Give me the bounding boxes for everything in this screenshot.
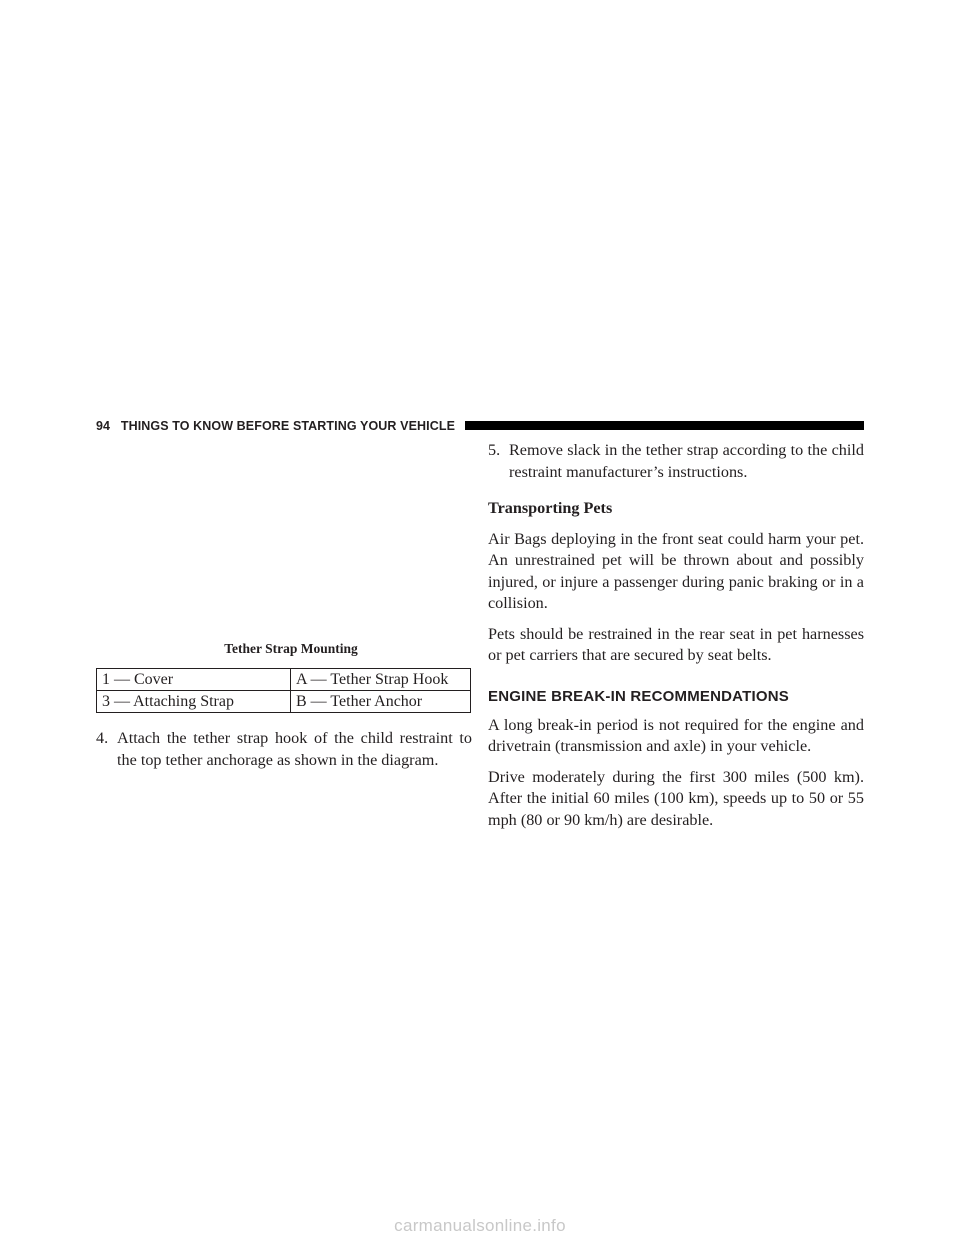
engine-break-in-heading: ENGINE BREAK-IN RECOMMENDATIONS <box>488 687 789 705</box>
running-header <box>96 418 864 435</box>
engine-paragraph: A long break-in period is not required for the engine and drivetrain (transmission and axle) in your vehicle. <box>488 715 864 755</box>
step-text: Attach the tether strap hook of the child restraint to the top tether anchorage as shown in the diagram. <box>117 729 472 769</box>
right-column <box>488 440 864 831</box>
step-5 <box>488 440 864 483</box>
step-number: 5. <box>488 441 501 459</box>
step-number: 4. <box>96 729 109 747</box>
step-4 <box>96 728 472 771</box>
pets-heading: Transporting Pets <box>488 499 613 517</box>
legend-cell: 1 — Cover <box>97 669 291 691</box>
site-watermark: carmanualsonline.info <box>394 1216 566 1235</box>
legend-cell: 3 — Attaching Strap <box>97 691 291 713</box>
table-row <box>97 691 471 713</box>
page-number: 94 <box>96 419 111 433</box>
chapter-title: THINGS TO KNOW BEFORE STARTING YOUR VEHICLE <box>120 419 456 433</box>
engine-paragraph: Drive moderately during the first 300 miles (500 km). After the initial 60 miles (100 km), speeds up to 50 or 55 mph (80 or 90 km/h) are desirable. <box>488 767 864 829</box>
left-column <box>96 640 472 771</box>
header-rule <box>465 421 864 430</box>
header-title <box>96 418 455 435</box>
legend-cell: B — Tether Anchor <box>291 691 471 713</box>
pets-paragraph: Air Bags deploying in the front seat could harm your pet. An unrestrained pet will be thrown about and possibly injured, or injure a passenger during panic braking or in a collision. <box>488 529 864 612</box>
step-text: Remove slack in the tether strap according to the child restraint manufacturer’s instructions. <box>509 441 864 481</box>
figure-caption: Tether Strap Mounting <box>224 641 358 656</box>
pets-paragraph: Pets should be restrained in the rear seat in pet harnesses or pet carriers that are secured by seat belts. <box>488 624 864 664</box>
table-row <box>97 669 471 691</box>
figure-legend-table <box>96 668 471 713</box>
legend-cell: A — Tether Strap Hook <box>291 669 471 691</box>
